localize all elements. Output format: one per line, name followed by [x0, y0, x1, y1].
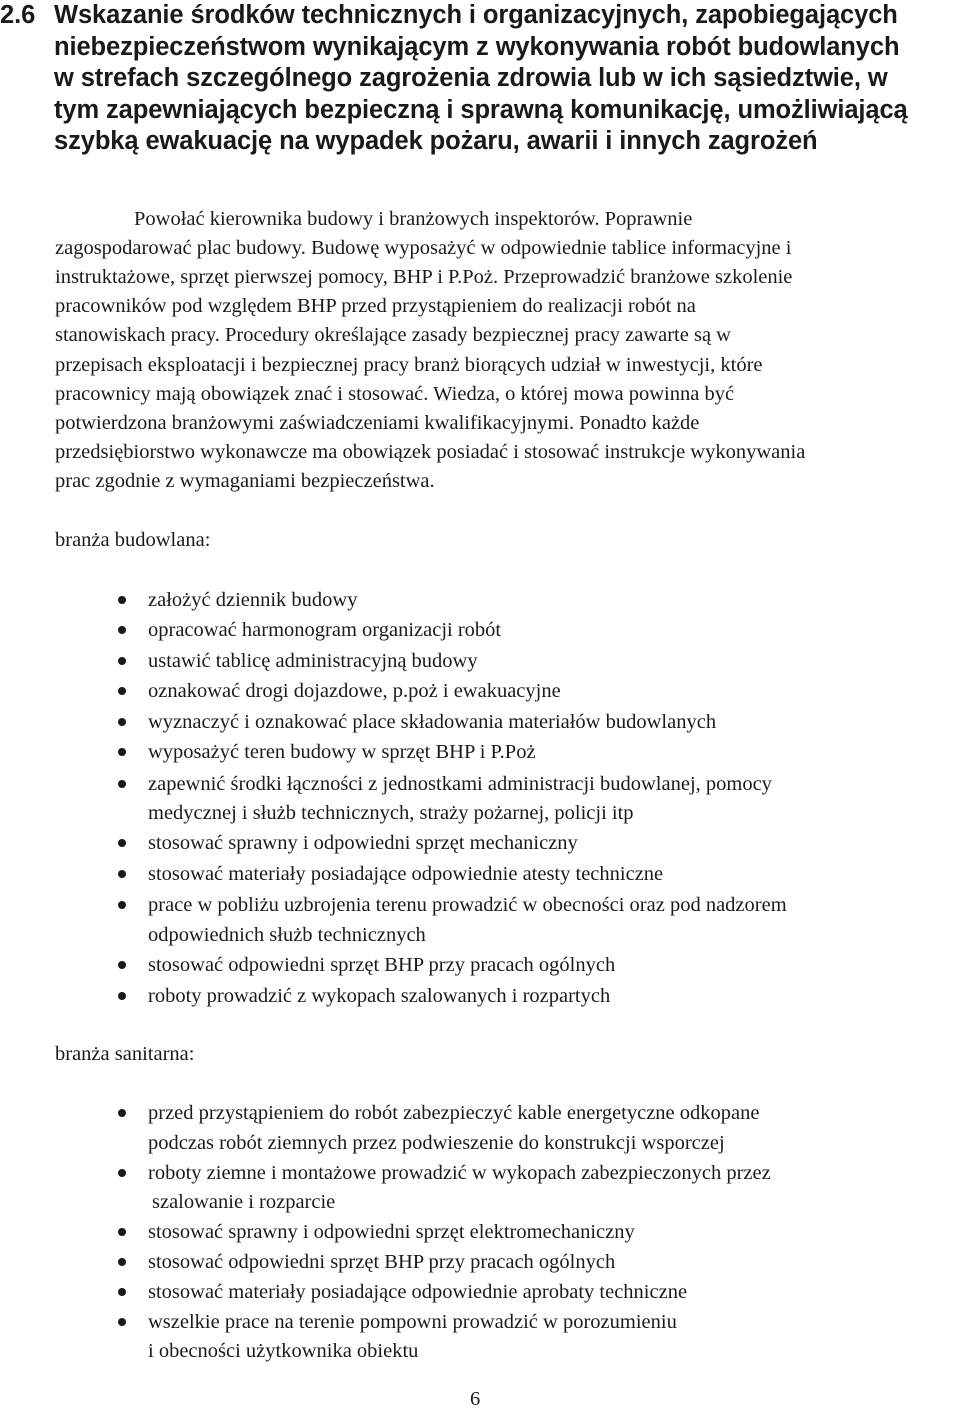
- building-label: branża budowlana:: [55, 529, 211, 551]
- heading-line: Wskazanie środków technicznych i organizacyjnych, zapobiegających: [54, 1, 898, 29]
- bullet-icon: [118, 1318, 126, 1326]
- bullet-icon: [118, 780, 126, 788]
- bullet-icon: [118, 748, 126, 756]
- bullet-icon: [118, 839, 126, 847]
- list-item-text: zapewnić środki łączności z jednostkami administracji budowlanej, pomocy: [148, 773, 772, 795]
- bullet-icon: [118, 1288, 126, 1296]
- list-item-text: założyć dziennik budowy: [148, 589, 358, 611]
- bullet-icon: [118, 687, 126, 695]
- paragraph-line: pracowników pod względem BHP przed przystąpieniem do realizacji robót na: [55, 295, 696, 317]
- list-item-text: wyposażyć teren budowy w sprzęt BHP i P.Poż: [148, 741, 536, 763]
- list-item-text: stosować sprawny i odpowiedni sprzęt mechaniczny: [148, 832, 578, 854]
- list-item-text: opracować harmonogram organizacji robót: [148, 619, 502, 641]
- list-item-text: stosować sprawny i odpowiedni sprzęt elektromechaniczny: [148, 1221, 635, 1243]
- list-item-text: roboty ziemne i montażowe prowadzić w wykopach zabezpieczonych przez: [148, 1162, 771, 1184]
- list-item-continuation: medycznej i służb technicznych, straży pożarnej, policji itp: [148, 802, 634, 824]
- list-item-text: ustawić tablicę administracyjną budowy: [148, 650, 478, 672]
- list-item-text: stosować odpowiedni sprzęt BHP przy pracach ogólnych: [148, 1251, 616, 1273]
- section-number: 2.6: [0, 1, 36, 29]
- paragraph-line: Powołać kierownika budowy i branżowych inspektorów. Poprawnie: [134, 208, 693, 230]
- paragraph-line: zagospodarować plac budowy. Budowę wyposażyć w odpowiednie tablice informacyjne i: [55, 237, 792, 259]
- list-item-text: roboty prowadzić z wykopach szalowanych i rozpartych: [148, 985, 611, 1007]
- bullet-icon: [118, 1109, 126, 1117]
- bullet-icon: [118, 626, 126, 634]
- bullet-icon: [118, 901, 126, 909]
- sanitary-label: branża sanitarna:: [55, 1043, 195, 1065]
- heading-line: w strefach szczególnego zagrożenia zdrowia lub w ich sąsiedztwie, w: [54, 64, 888, 92]
- list-item-continuation: podczas robót ziemnych przez podwieszenie do konstrukcji wsporczej: [148, 1132, 725, 1154]
- list-item-text: oznakować drogi dojazdowe, p.poż i ewakuacyjne: [148, 680, 561, 702]
- bullet-icon: [118, 961, 126, 969]
- bullet-icon: [118, 657, 126, 665]
- list-item-continuation: i obecności użytkownika obiektu: [148, 1340, 419, 1362]
- list-item-continuation: szalowanie i rozparcie: [152, 1191, 336, 1213]
- paragraph-line: stanowiskach pracy. Procedury określające zasady bezpiecznej pracy zawarte są w: [55, 324, 731, 346]
- paragraph-line: przedsiębiorstwo wykonawcze ma obowiązek posiadać i stosować instrukcje wykonywania: [55, 441, 806, 463]
- list-item-text: prace w pobliżu uzbrojenia terenu prowadzić w obecności oraz pod nadzorem: [148, 894, 787, 916]
- bullet-icon: [118, 718, 126, 726]
- section-heading: [0, 0, 960, 158]
- list-item-text: stosować materiały posiadające odpowiednie atesty techniczne: [148, 863, 664, 885]
- paragraph-line: przepisach eksploatacji i bezpiecznej pracy branż biorących udział w inwestycji, które: [55, 354, 763, 376]
- paragraph-line: potwierdzona branżowymi zaświadczeniami kwalifikacyjnymi. Ponadto każde: [55, 412, 700, 434]
- heading-line: tym zapewniających bezpieczną i sprawną komunikację, umożliwiającą: [54, 95, 908, 124]
- bullet-icon: [118, 1228, 126, 1236]
- list-item-text: wyznaczyć i oznakować place składowania materiałów budowlanych: [148, 711, 717, 733]
- bullet-icon: [118, 992, 126, 1000]
- bullet-icon: [118, 596, 126, 604]
- list-item-text: stosować materiały posiadające odpowiednie aprobaty techniczne: [148, 1281, 688, 1303]
- list-item-text: przed przystąpieniem do robót zabezpieczyć kable energetyczne odkopane: [148, 1102, 760, 1124]
- list-item-text: wszelkie prace na terenie pompowni prowadzić w porozumieniu: [148, 1311, 677, 1333]
- paragraph-line: instruktażowe, sprzęt pierwszej pomocy, BHP i P.Poż. Przeprowadzić branżowe szkolenie: [55, 266, 793, 288]
- page-number: 6: [470, 1388, 481, 1410]
- paragraph-line: pracownicy mają obowiązek znać i stosować. Wiedza, o której mowa powinna być: [55, 383, 735, 405]
- bullet-icon: [118, 870, 126, 878]
- paragraph-line: prac zgodnie z wymaganiami bezpieczeństwa.: [55, 470, 435, 492]
- bullet-icon: [118, 1169, 126, 1177]
- list-item-text: stosować odpowiedni sprzęt BHP przy pracach ogólnych: [148, 954, 616, 976]
- heading-line: niebezpieczeństwom wynikającym z wykonywania robót budowlanych: [54, 32, 900, 61]
- bullet-icon: [118, 1258, 126, 1266]
- heading-line: szybką ewakuację na wypadek pożaru, awarii i innych zagrożeń: [54, 127, 818, 155]
- list-item-continuation: odpowiednich służb technicznych: [148, 924, 426, 946]
